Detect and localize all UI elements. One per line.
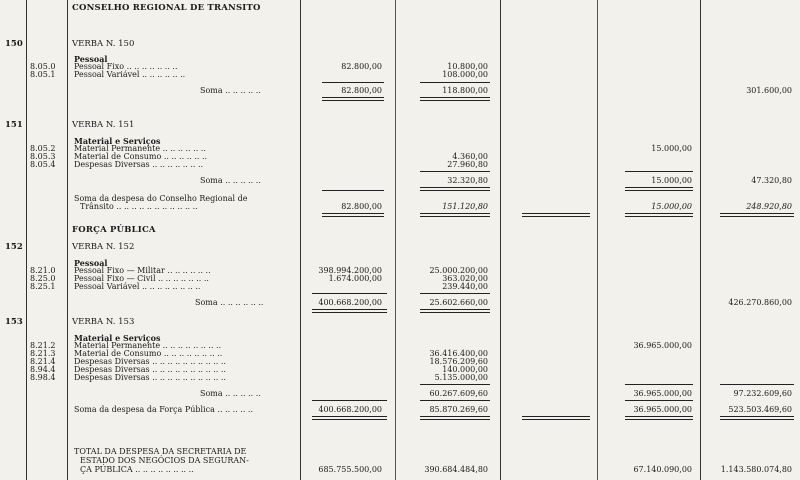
section-total-label: Soma da despesa do Conselho Regional de: [74, 194, 248, 203]
value-col2: 239.440,00: [442, 282, 488, 291]
row-label: Material Permanente .. .. .. .. .. ..: [74, 144, 206, 153]
total-rule: [312, 309, 387, 313]
value-col2: 140.000,00: [442, 365, 488, 374]
row-label: Pessoal Fixo — Militar .. .. .. .. .. ..: [74, 266, 211, 275]
value-col2: 27.960,80: [447, 160, 488, 169]
row-code: 8.21.3: [30, 349, 56, 358]
subtotal-rule: [312, 293, 387, 294]
row-label: Despesas Diversas .. .. .. .. .. .. .. .. .. ..: [74, 373, 226, 382]
row-label: Material Permanente .. .. .. .. .. .. .. ..: [74, 341, 222, 350]
grand-total-label: ESTADO DOS NEGÓCIOS DA SEGURAN-: [80, 456, 249, 465]
soma-col2: 25.602.660,00: [429, 298, 488, 307]
row-code: 8.21.4: [30, 357, 56, 366]
section-title-conselho: CONSELHO REGIONAL DE TRANSITO: [72, 3, 261, 13]
total-rule: [720, 416, 794, 420]
subtotal-rule: [420, 171, 490, 172]
subtotal-rule: [420, 400, 490, 401]
row-label: Despesas Diversas .. .. .. .. .. .. .. .. .. ..: [74, 357, 226, 366]
soma-col1: 400.668.200,00: [318, 298, 382, 307]
value-col2: 36.416.400,00: [429, 349, 488, 358]
row-label: Pessoal Fixo — Civil .. .. .. .. .. .. ..: [74, 274, 209, 283]
section-total-col5: 248.920,80: [746, 202, 792, 211]
soma-col5: 97.232.609,60: [733, 389, 792, 398]
value-col1: 398.994.200,00: [318, 266, 382, 275]
subtotal-rule: [625, 384, 693, 385]
row-code: 8.05.0: [30, 62, 56, 71]
section-total-col1: 400.668.200,00: [318, 405, 382, 414]
value-col1: 82.800,00: [341, 62, 382, 71]
soma-col2: 32.320,80: [447, 176, 488, 185]
total-rule: [322, 97, 384, 101]
subtotal-rule: [420, 384, 490, 385]
total-rule: [420, 213, 490, 217]
soma-label: Soma .. .. .. .. ..: [200, 86, 261, 95]
group-heading: Material e Serviços: [74, 136, 161, 146]
total-rule: [522, 416, 590, 420]
verba-number: 152: [5, 242, 23, 252]
section-title-forca: FORÇA PÚBLICA: [72, 225, 156, 235]
total-rule: [522, 213, 590, 217]
row-code: 8.25.1: [30, 282, 56, 291]
value-col2: 108.000,00: [442, 70, 488, 79]
column-rule: [395, 0, 396, 480]
row-label: Pessoal Fixo .. .. .. .. .. .. ..: [74, 62, 178, 71]
row-code: 8.21.2: [30, 341, 56, 350]
total-rule: [625, 213, 693, 217]
section-total-col5: 523.503.469,60: [728, 405, 792, 414]
soma-col1: 82.800,00: [341, 86, 382, 95]
total-rule: [420, 97, 490, 101]
total-rule: [322, 213, 384, 217]
section-total-col1: 82.800,00: [341, 202, 382, 211]
total-rule: [420, 416, 490, 420]
row-code: 8.05.2: [30, 144, 56, 153]
value-col2: 10.800,00: [447, 62, 488, 71]
row-label: Material de Consumo .. .. .. .. .. .. .. ..: [74, 349, 223, 358]
verba-number: 150: [5, 39, 23, 49]
section-total-label: Trânsito .. .. .. .. .. .. .. .. .. .. ..: [80, 202, 198, 211]
value-col2: 363.020,00: [442, 274, 488, 283]
column-rule: [700, 0, 701, 480]
column-rule: [500, 0, 501, 480]
subtotal-rule: [625, 171, 693, 172]
column-rule: [67, 0, 68, 480]
soma-col4: 15.000,00: [651, 176, 692, 185]
soma-label: Soma .. .. .. .. .. ..: [195, 298, 264, 307]
section-total-col4: 15.000,00: [651, 202, 692, 211]
grand-total-label: TOTAL DA DESPESA DA SECRETARIA DE: [74, 447, 247, 456]
total-rule: [420, 309, 490, 313]
value-col2: 18.576.209,60: [429, 357, 488, 366]
total-rule: [312, 416, 387, 420]
group-heading: Material e Serviços: [74, 333, 161, 343]
verba-title: VERBA N. 152: [72, 242, 135, 252]
row-label: Despesas Diversas .. .. .. .. .. .. .. .. .. ..: [74, 365, 226, 374]
subtotal-rule: [312, 400, 387, 401]
row-label: Material de Consumo .. .. .. .. .. ..: [74, 152, 208, 161]
group-heading: Pessoal: [74, 54, 108, 64]
column-rule: [26, 0, 27, 480]
grand-total-col5: 1.143.580.074,80: [720, 465, 792, 474]
value-col2: 5.135.000,00: [434, 373, 488, 382]
verba-title: VERBA N. 153: [72, 317, 135, 327]
row-code: 8.21.0: [30, 266, 56, 275]
verba-title: VERBA N. 151: [72, 120, 135, 130]
total-rule: [420, 187, 490, 191]
soma-col4: 36.965.000,00: [633, 389, 692, 398]
soma-label: Soma .. .. .. .. ..: [200, 176, 261, 185]
total-rule: [720, 213, 794, 217]
soma-col5: 426.270.860,00: [728, 298, 792, 307]
soma-col2: 60.267.609,60: [429, 389, 488, 398]
row-label: Despesas Diversas .. .. .. .. .. .. ..: [74, 160, 204, 169]
subtotal-rule: [322, 190, 384, 191]
soma-col5: 301.600,00: [746, 86, 792, 95]
subtotal-rule: [420, 82, 490, 83]
soma-label: Soma .. .. .. .. ..: [200, 389, 261, 398]
verba-number: 153: [5, 317, 23, 327]
row-code: 8.98.4: [30, 373, 56, 382]
section-total-col2: 85.870.269,60: [429, 405, 488, 414]
grand-total-label: ÇA PÚBLICA .. .. .. .. .. .. .. ..: [80, 465, 194, 474]
row-code: 8.94.4: [30, 365, 56, 374]
row-code: 8.05.1: [30, 70, 56, 79]
row-code: 8.25.0: [30, 274, 56, 283]
subtotal-rule: [720, 384, 794, 385]
row-code: 8.05.3: [30, 152, 56, 161]
grand-total-col1: 685.755.500,00: [318, 465, 382, 474]
grand-total-col4: 67.140.090,00: [633, 465, 692, 474]
row-code: 8.05.4: [30, 160, 56, 169]
soma-col5: 47.320,80: [751, 176, 792, 185]
row-label: Pessoal Variável .. .. .. .. .. ..: [74, 70, 186, 79]
grand-total-col2: 390.684.484,80: [424, 465, 488, 474]
subtotal-rule: [420, 293, 490, 294]
section-total-col4: 36.965.000,00: [633, 405, 692, 414]
verba-title: VERBA N. 150: [72, 39, 135, 49]
subtotal-rule: [625, 400, 693, 401]
verba-number: 151: [5, 120, 23, 130]
value-col4: 36.965.000,00: [633, 341, 692, 350]
subtotal-rule: [322, 82, 384, 83]
value-col2: 25.000.200,00: [429, 266, 488, 275]
group-heading: Pessoal: [74, 258, 108, 268]
value-col4: 15.000,00: [651, 144, 692, 153]
total-rule: [625, 416, 693, 420]
total-rule: [625, 187, 693, 191]
row-label: Pessoal Variável .. .. .. .. .. .. .. ..: [74, 282, 201, 291]
section-total-col2: 151.120,80: [442, 202, 488, 211]
value-col1: 1.674.000,00: [328, 274, 382, 283]
column-rule: [300, 0, 301, 480]
section-total-label: Soma da despesa da Força Pública .. .. .. .. ..: [74, 405, 254, 414]
soma-col2: 118.800,00: [442, 86, 488, 95]
value-col2: 4.360,00: [452, 152, 488, 161]
column-rule: [597, 0, 598, 480]
